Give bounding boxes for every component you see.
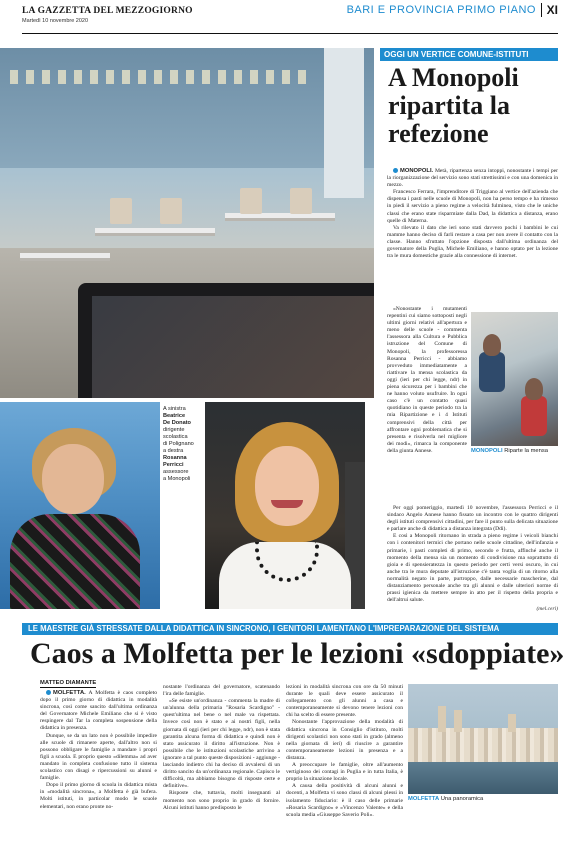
portrait-rosanna-perricci bbox=[205, 402, 365, 609]
classroom-photo bbox=[0, 48, 374, 398]
bell-tower bbox=[508, 714, 516, 732]
article1-paragraph: Va rilevato il dato che ieri sono stati davvero pochi i bambini le cui mamme hanno deciso di farli restare a casa per non avere il contatto con la classe. Hanno sfruttato l'opzione disposta dall'ultima ordinanza del governatore della Puglia, Michele Emiliano, e hanno optato per la lezione tra le mura domestiche grazie alla connessione di internet. bbox=[387, 224, 558, 260]
paper-name: LA GAZZETTA DEL MEZZOGIORNO bbox=[22, 6, 193, 16]
article2-paragraph: A preoccupare le famiglie, oltre all'aumento vertiginoso dei contagi in Puglia e in tutta Italia, è proprio la situazione locale. bbox=[286, 762, 403, 783]
article2-byline: MATTEO DIAMANTE bbox=[40, 680, 97, 686]
article2-kicker: LE MAESTRE GIÀ STRESSATE DALLA DIDATTICA IN SINCRONO, I GENITORI LAMENTANO L'IMPREPARAZIONE DEL SISTEMA bbox=[22, 623, 558, 635]
desk bbox=[95, 228, 215, 236]
article1-signature: (mel.ceri) bbox=[536, 606, 558, 612]
article2-paragraph: Dopo il primo giorno di scuola in didattica mista in «modalità sincrona», a Molfetta è già bufera. Molti istituti, in particolar modo le scuole elementari, non erano pronte no- bbox=[40, 782, 157, 810]
article2-column-1 bbox=[40, 690, 157, 840]
portraits-caption: A sinistra Beatrice De Donato dirigente scolastica di Polignano a destra Rosanna Perricci assessore a Monopoli bbox=[163, 406, 194, 482]
portrait-face bbox=[42, 444, 104, 514]
article1-paragraph: E così a Monopoli ritornano in strada a pieno regime i veicoli bianchi con i contenitori termici che portano nelle scuole cittadine, dell'infanzia e primarie, i pasti completi di primo, secondo e frutta, affinché anche il momento della mensa sia un momento di condivisione ma soprattutto di gioia e di spensieratezza in questo periodo per certi versi oscuro, in cui anche tra le mura deputate all'istruzione c'è tanta voglia di un ritorno alla normalità negato in parte, purtroppo, dalle necessarie mascherine, dal distanziamento personale anche tra gli alunni e dalle ulteriori norme di prassi igienica da mettere sempre in atto per il rispetto della propria e dell'altrui salute. bbox=[387, 533, 558, 604]
article2-paragraph: MOLFETTA. A Molfetta è caos completo dopo il primo giorno di didattica in modalità sincrona, così come sancito dall'ultima ordinanza del Governatore Michele Emiliano che si è visto respingere dal Tar la completa sospensione della didattica in presenza. bbox=[40, 690, 157, 732]
child-figure bbox=[479, 352, 505, 392]
canteen-photo bbox=[471, 312, 558, 446]
article1-paragraph: MONOPOLI. Metà, ripartenza senza intoppi, nonostante i tempi per la riorganizzazione del servizio sono stati strettissimi e con una domenica in mezzo. bbox=[387, 168, 558, 189]
classroom-window bbox=[324, 48, 364, 198]
canteen-photo-caption bbox=[471, 448, 548, 454]
article2-paragraph: Nonostante l'approvazione della modalità di didattica sincrona in Consiglio d'istituto, molti dirigenti scolastici non sono stati in grado (almeno nella giornata di ieri) di riuscire a garantire contemporaneamente lezioni in presenza e a distanza. bbox=[286, 719, 403, 761]
child-figure bbox=[521, 396, 547, 436]
classroom-wall bbox=[0, 48, 374, 168]
desk bbox=[225, 213, 335, 221]
article2-paragraph: Risposte che, tuttavia, molti insegnanti al momento non sono proprio in grado di fornire. Alcuni istituti hanno predisposto le bbox=[163, 790, 280, 811]
article2-paragraph: lezioni in modalità sincrona con ore da 50 minuti durante le quali deve essere assicurato il collegamento con gli alunni a casa e contemporaneamente si devono tenere lezioni con chi ha scelto di essere presente. bbox=[286, 684, 403, 719]
portrait-dress bbox=[10, 514, 140, 609]
portrait-face bbox=[255, 446, 319, 526]
chair bbox=[290, 188, 312, 214]
desk bbox=[20, 253, 110, 261]
chair bbox=[160, 198, 182, 224]
article2-paragraph: «Se esiste un'ordinanza - commenta la madre di un'alunna della primaria "Rosaria Scardigno" - quest'ultima nel bene o nel male va rispettata. Invece così non è stato e ai nostri figli, nella giornata di oggi (ieri per chi legge, ndr), non è stata garantita alcuna forma di didattica e quindi non è stato assicurato il diritto all'istruzione. Non è possibile che le istituzioni scolastiche arrivino a ignorare a tal punto queste disposizioni - aggiunge - lasciando indietro chi ha deciso di avvalersi di un diritto sancito da un'ordinanza regionale. Capisco le difficoltà, ma abbiamo bisogno di risposte certe e definitive». bbox=[163, 698, 280, 790]
article1-headline: A Monopoli ripartita la refezione bbox=[388, 63, 519, 148]
article2-paragraph: A causa della positività di alcuni alunni e docenti, a Molfetta vi sono classi di alcuni plessi in isolamento fiduciario: è il caso delle primarie «Rosaria Scardigno» e «Vincenzo Valente» e della scuola media «Giuseppe Saverio Poli». bbox=[286, 783, 403, 818]
article1-paragraph: «Nonostante i mutamenti repentini cui siamo sottoposti negli ultimi giorni relativi all'apertura e meno delle scuole - commenta l'assessora alla Cultura e Pubblica istruzione del Comune di Monopoli, la professoressa Rosanna Perricci - abbiamo provveduto immediatamente a riattivare la mensa scolastica da oggi (ieri per chi legge, ndr) in piena sicurezza per i bambini che ne hanno voluto usufruire. In ogni caso c'è un contatto quasi quotidiano in queste periodo tra la mia Ripartizione e i 4 Istituti comprensivi della città per affrontare ogni problematica che si presenta e risolverla nel migliore dei modi», rimarca la componente della giunta Annese. bbox=[387, 306, 467, 454]
bullet-icon bbox=[393, 168, 398, 173]
caption-text: Una panoramica bbox=[440, 796, 484, 802]
bell-tower bbox=[454, 710, 462, 732]
article2-dateline: MOLFETTA. bbox=[53, 690, 86, 696]
article2-column-2 bbox=[163, 684, 280, 840]
issue-date: Martedì 10 novembre 2020 bbox=[22, 18, 89, 24]
article1-dateline: MONOPOLI. bbox=[400, 168, 434, 174]
bell-tower bbox=[438, 706, 446, 732]
article1-paragraph: Per oggi pomeriggio, martedì 10 novembre, l'assessora Perricci e il sindaco Angelo Annese hanno fissato un incontro con le quattro dirigenti degli istituti comprensivi cittadini, per fare il punto sulla delicata situazione e parlare anche di didattica a distanza integrata (Ddi). bbox=[387, 505, 558, 533]
article1-kicker: OGGI UN VERTICE COMUNE-ISTITUTI bbox=[380, 48, 558, 61]
section-title: BARI E PROVINCIA PRIMO PIANO bbox=[346, 4, 536, 16]
article1-column-main bbox=[387, 168, 558, 306]
town-buildings bbox=[408, 728, 558, 762]
child-head bbox=[483, 334, 501, 356]
article1-column-lower bbox=[387, 505, 558, 605]
page-number: XI bbox=[541, 3, 558, 17]
bullet-icon bbox=[46, 690, 51, 695]
chair bbox=[110, 198, 132, 224]
article1-column-narrow bbox=[387, 306, 467, 506]
article2-paragraph: Dunque, se da un lato non è possibile impedire alle scuole di rimanere aperte, dall'altro non si possono obbligare le famiglie a mandare i propri figli a scuola. E proprio questo «dilemma» ad aver mandato in completa confusione tutto il sistema scolastico con disagi e ripercussioni su alunni e famiglie. bbox=[40, 732, 157, 782]
caption-place: MONOPOLI bbox=[471, 448, 503, 454]
article1-paragraph: Francesco Ferrara, l'imprenditore di Triggiano al vertice dell'azienda che dispensa i pasti nelle scuole di Monopoli, non ha perso tempo e ha rimesso in piedi il servizio a pieno regime a velocità fulminea, visto che le uniche classi che erano state risparmiate dalla Dad, la didattica a distanza, erano quelle di Materna. bbox=[387, 189, 558, 224]
laptop-display bbox=[92, 296, 374, 398]
child-head bbox=[525, 378, 543, 400]
article2-paragraph: nostante l'ordinanza del governatore, scatenando l'ira delle famiglie. bbox=[163, 684, 280, 698]
classroom-flags bbox=[10, 70, 310, 84]
masthead bbox=[22, 4, 558, 34]
chair bbox=[240, 188, 262, 214]
caption-place: MOLFETTA bbox=[408, 796, 440, 802]
article2-headline: Caos a Molfetta per le lezioni «sdoppiate» bbox=[30, 637, 565, 670]
article2-column-3 bbox=[286, 684, 403, 840]
caption-text: Riparte la mensa bbox=[504, 448, 549, 454]
molfetta-panorama-photo bbox=[408, 684, 558, 794]
portrait-smile bbox=[271, 500, 303, 508]
molfetta-photo-caption bbox=[408, 796, 483, 802]
portrait-beatrice-de-donato bbox=[0, 402, 160, 609]
